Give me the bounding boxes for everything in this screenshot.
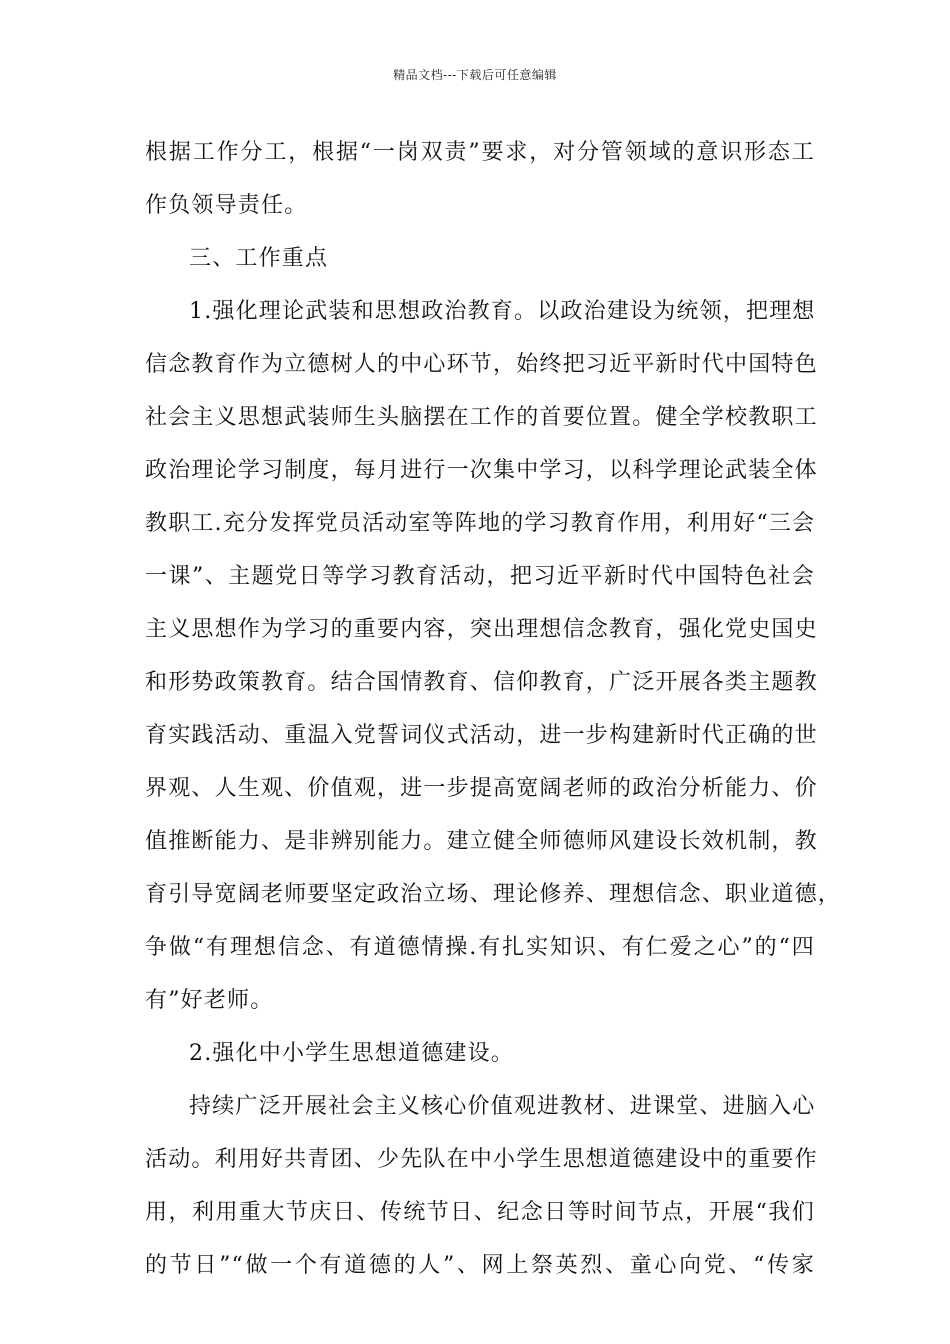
text-line: 持续广泛开展社会主义核心价值观进教材、进课堂、进脑入心	[189, 1094, 816, 1119]
section-heading: 三、工作重点	[189, 246, 329, 271]
text-line: 活动。利用好共青团、少先队在中小学生思想道德建设中的重要作	[145, 1147, 818, 1172]
text-line: 争做“有理想信念、有道德情操.有扎实知识、有仁爱之心”的“四	[145, 935, 815, 960]
text-line: 1.强化理论武装和思想政治教育。以政治建设为统领，把理想	[189, 299, 816, 324]
text-line: 一课”、主题党日等学习教育活动，把习近平新时代中国特色社会	[145, 564, 815, 589]
text-line: 根据工作分工，根据“一岗双责”要求，对分管领域的意识形态工	[145, 140, 815, 165]
section-heading: 2.强化中小学生思想道德建设。	[189, 1041, 514, 1066]
text-line: 有”好老师。	[145, 988, 274, 1013]
document-body	[145, 126, 842, 1292]
text-line: 和形势政策教育。结合国情教育、信仰教育，广泛开展各类主题教	[145, 670, 818, 695]
text-line: 的节日”“做一个有道德的人”、网上祭英烈、童心向党、“传家	[145, 1253, 815, 1278]
text-line: 教职工.充分发挥党员活动室等阵地的学习教育作用，利用好“三会	[145, 511, 816, 536]
text-line: 育引导宽阔老师要坚定政治立场、理论修养、理想信念、职业道德，	[145, 882, 842, 907]
text-line: 信念教育作为立德树人的中心环节，始终把习近平新时代中国特色	[145, 352, 818, 377]
page-header: 精品文档---下载后可任意编辑	[393, 68, 557, 82]
text-line: 政治理论学习制度，每月进行一次集中学习，以科学理论武装全体	[145, 458, 818, 483]
text-line: 作负领导责任。	[145, 193, 308, 218]
text-line: 社会主义思想武装师生头脑摆在工作的首要位置。健全学校教职工	[145, 405, 818, 430]
text-line: 值推断能力、是非辨别能力。建立健全师德师风建设长效机制，教	[145, 829, 818, 854]
text-line: 育实践活动、重温入党誓词仪式活动，进一步构建新时代正确的世	[145, 723, 818, 748]
text-line: 主义思想作为学习的重要内容，突出理想信念教育，强化党史国史	[145, 617, 818, 642]
text-line: 界观、人生观、价值观，进一步提高宽阔老师的政治分析能力、价	[145, 776, 818, 801]
text-line: 用，利用重大节庆日、传统节日、纪念日等时间节点，开展“我们	[145, 1200, 815, 1225]
